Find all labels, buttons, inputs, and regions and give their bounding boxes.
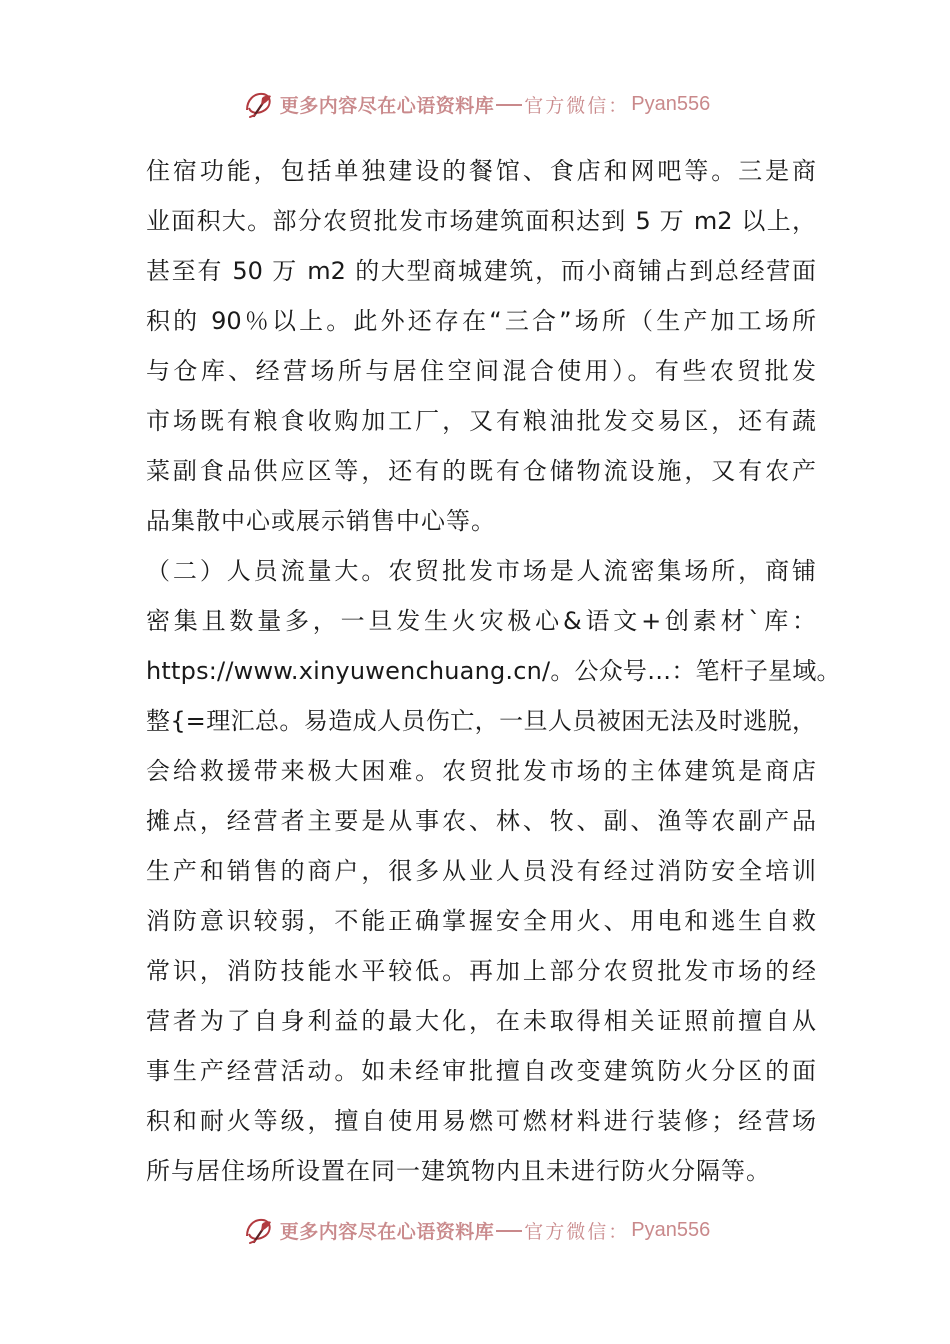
banner-dash xyxy=(496,1230,522,1232)
text-line: 消防意识较弱，不能正确掌握安全用火、用电和逃生自救 xyxy=(146,907,816,935)
text-line: 摊点，经营者主要是从事农、林、牧、副、渔等农副产品 xyxy=(146,807,816,835)
text-line: 菜副食品供应区等，还有的既有仓储物流设施，又有农产 xyxy=(146,457,816,485)
text-line: 生产和销售的商户，很多从业人员没有经过消防安全培训 xyxy=(146,857,816,885)
banner-official-label: 官方微信： xyxy=(524,94,630,117)
banner-wechat-id: Pyan556 xyxy=(631,1218,711,1241)
quill-logo-icon xyxy=(240,86,276,122)
text-line: 业面积大。部分农贸批发市场建筑面积达到 5 万 m2 以上， xyxy=(146,207,816,235)
header-banner xyxy=(0,84,950,124)
text-line: 会给救援带来极大困难。农贸批发市场的主体建筑是商店 xyxy=(146,757,816,785)
banner-official-label: 官方微信： xyxy=(524,1220,630,1243)
text-line: 积和耐火等级，擅自使用易燃可燃材料进行装修；经营场 xyxy=(146,1107,816,1135)
footer-banner xyxy=(0,1210,950,1250)
text-line: 品集散中心或展示销售中心等。 xyxy=(146,507,496,535)
text-line: 整{=理汇总。易造成人员伤亡，一旦人员被困无法及时逃脱， xyxy=(146,707,816,735)
text-line: 所与居住场所设置在同一建筑物内且未进行防火分隔等。 xyxy=(146,1157,771,1185)
banner-dash xyxy=(496,104,522,106)
text-line: 市场既有粮食收购加工厂，又有粮油批发交易区，还有蔬 xyxy=(146,407,816,435)
text-line: 积的 90％以上。此外还存在“三合”场所（生产加工场所 xyxy=(146,307,816,335)
banner-main-text: 更多内容尽在心语资料库 xyxy=(279,94,495,117)
text-line: 密集且数量多，一旦发生火灾极心&语文+创素材`库： xyxy=(146,607,816,635)
text-line: （二）人员流量大。农贸批发市场是人流密集场所，商铺 xyxy=(146,557,816,585)
text-line: 事生产经营活动。如未经审批擅自改变建筑防火分区的面 xyxy=(146,1057,816,1085)
document-body xyxy=(146,146,841,1196)
text-line: 甚至有 50 万 m2 的大型商城建筑，而小商铺占到总经营面 xyxy=(146,257,816,285)
banner-main-text: 更多内容尽在心语资料库 xyxy=(279,1220,495,1243)
text-line-url: https://www.xinyuwenchuang.cn/。公众号…：笔杆子星域。 xyxy=(146,657,841,685)
text-line: 与仓库、经营场所与居住空间混合使用）。有些农贸批发 xyxy=(146,357,816,385)
text-line: 营者为了自身利益的最大化，在未取得相关证照前擅自从 xyxy=(146,1007,816,1035)
text-line: 常识，消防技能水平较低。再加上部分农贸批发市场的经 xyxy=(146,957,816,985)
banner-wechat-id: Pyan556 xyxy=(631,92,711,115)
quill-logo-icon xyxy=(240,1212,276,1248)
text-line: 住宿功能，包括单独建设的餐馆、食店和网吧等。三是商 xyxy=(146,157,816,185)
